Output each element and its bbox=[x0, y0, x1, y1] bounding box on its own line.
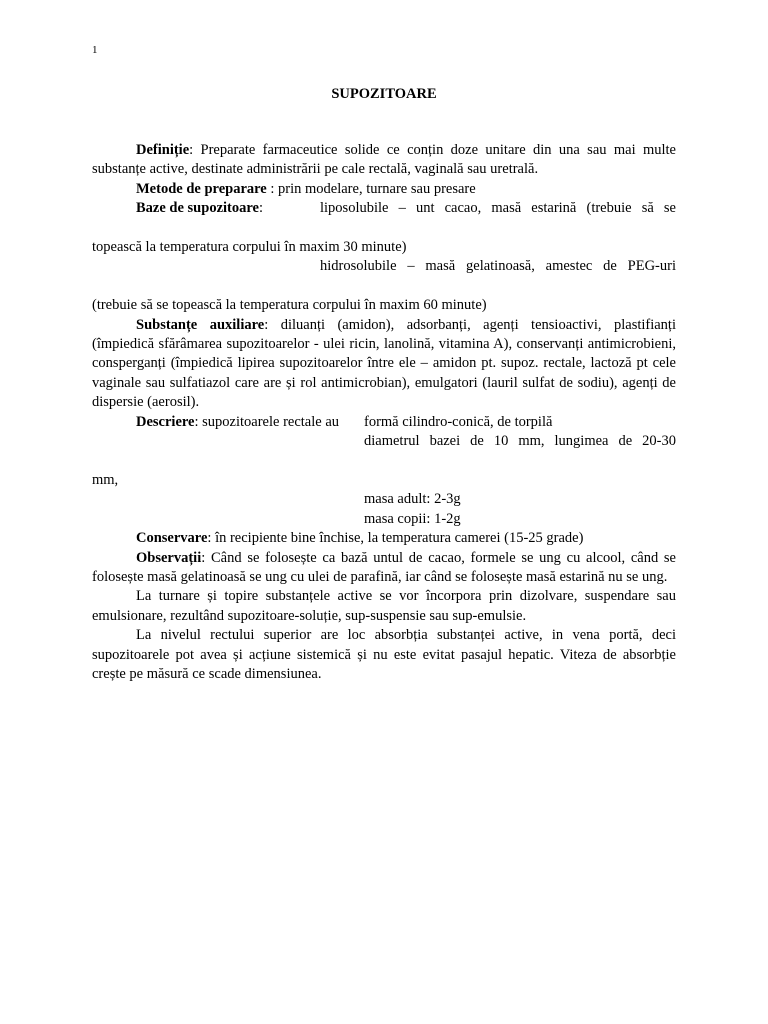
baze-colon: : bbox=[258, 200, 263, 217]
conservare-paragraph bbox=[92, 529, 676, 548]
baze-lead bbox=[92, 199, 320, 218]
turnare-paragraph: La turnare și topire substanțele active se vor încorpora prin dizolvare, suspendare sau emulsionare, rezultând supozitoare-soluție, sup-suspensie sau sup-emulsie. bbox=[92, 588, 676, 624]
conservare-label: Conservare bbox=[136, 530, 208, 547]
observatii-text: : Când se folosește ca bază untul de cacao, formele se ung cu alcool, când se folosește masă gelatinoasă se ung cu ulei de parafină, iar când se folosește masă estarină nu se ung. bbox=[92, 549, 676, 585]
descriere-lead bbox=[92, 413, 364, 432]
page-number: 1 bbox=[92, 44, 98, 56]
descriere-label: Descriere bbox=[136, 413, 195, 430]
descriere-masa-copii: masa copii: 1-2g bbox=[364, 510, 461, 527]
document-body bbox=[92, 141, 676, 684]
descriere-row bbox=[92, 413, 676, 432]
baze-row bbox=[92, 199, 676, 238]
definitie-text: : Preparate farmaceutice solide ce conțin doze unitare din una sau mai multe substanțe active, destinate administrării pe cale rectală, vaginală sau uretrală. bbox=[92, 142, 676, 178]
absorbtie-paragraph: La nivelul rectului superior are loc absorbția substanței active, in vena portă, deci supozitoarele pot avea și acțiune sistemică și nu este evitat pasajul hepatic. Viteza de absorbție crește pe măsură ce scade dimensiunea. bbox=[92, 627, 676, 682]
observatii-paragraph bbox=[92, 549, 676, 588]
metode-label: Metode de preparare bbox=[136, 180, 267, 197]
substante-text: : diluanți (amidon), adsorbanți, agenți tensioactivi, plastifianți (împiedică sfărâmarea supozitoarelor - ulei ricin, lanolină, vitamina A), conservanți antimicrobieni, consperganți (împiedică lipirea supozitoarelor între ele – amidon pt. supoz. rectale, lactoză pt cele vaginale sau sulfatiazol care are și rol antimicrobian), emulgatori (lauril sulfat de sodiu), agenți de dispersie (aerosil). bbox=[92, 316, 676, 411]
substante-paragraph bbox=[92, 316, 676, 413]
substante-label: Substanțe auxiliare bbox=[136, 316, 265, 333]
baze-label: Baze de supozitoare bbox=[136, 200, 259, 217]
definitie-label: Definiție bbox=[136, 142, 190, 158]
metode-text: : prin modelare, turnare sau presare bbox=[266, 180, 476, 197]
baze-hidrosolubile-cont: (trebuie să se topească la temperatura corpului în maxim 60 minute) bbox=[92, 297, 487, 314]
definitie-paragraph bbox=[92, 141, 676, 180]
conservare-text: : în recipiente bine închise, la temperatura camerei (15-25 grade) bbox=[207, 530, 584, 547]
baze-liposolubile: liposolubile – unt cacao, masă estarină (trebuie să se bbox=[320, 200, 676, 217]
baze-hidrosolubile: hidrosolubile – masă gelatinoasă, amestec de PEG-uri bbox=[320, 258, 676, 275]
descriere-forma: formă cilindro-conică, de torpilă bbox=[364, 413, 553, 430]
descriere-masa-adult: masa adult: 2-3g bbox=[364, 491, 461, 508]
page-title: SUPOZITOARE bbox=[331, 86, 437, 102]
observatii-label: Observații bbox=[136, 549, 202, 566]
descriere-diametru-cont: mm, bbox=[92, 471, 119, 488]
descriere-lead-text: : supozitoarele rectale au bbox=[194, 413, 340, 430]
descriere-diametru: diametrul bazei de 10 mm, lungimea de 20-30 bbox=[364, 433, 676, 450]
baze-liposolubile-cont: topească la temperatura corpului în maxim 30 minute) bbox=[92, 239, 407, 256]
metode-paragraph bbox=[92, 180, 676, 199]
